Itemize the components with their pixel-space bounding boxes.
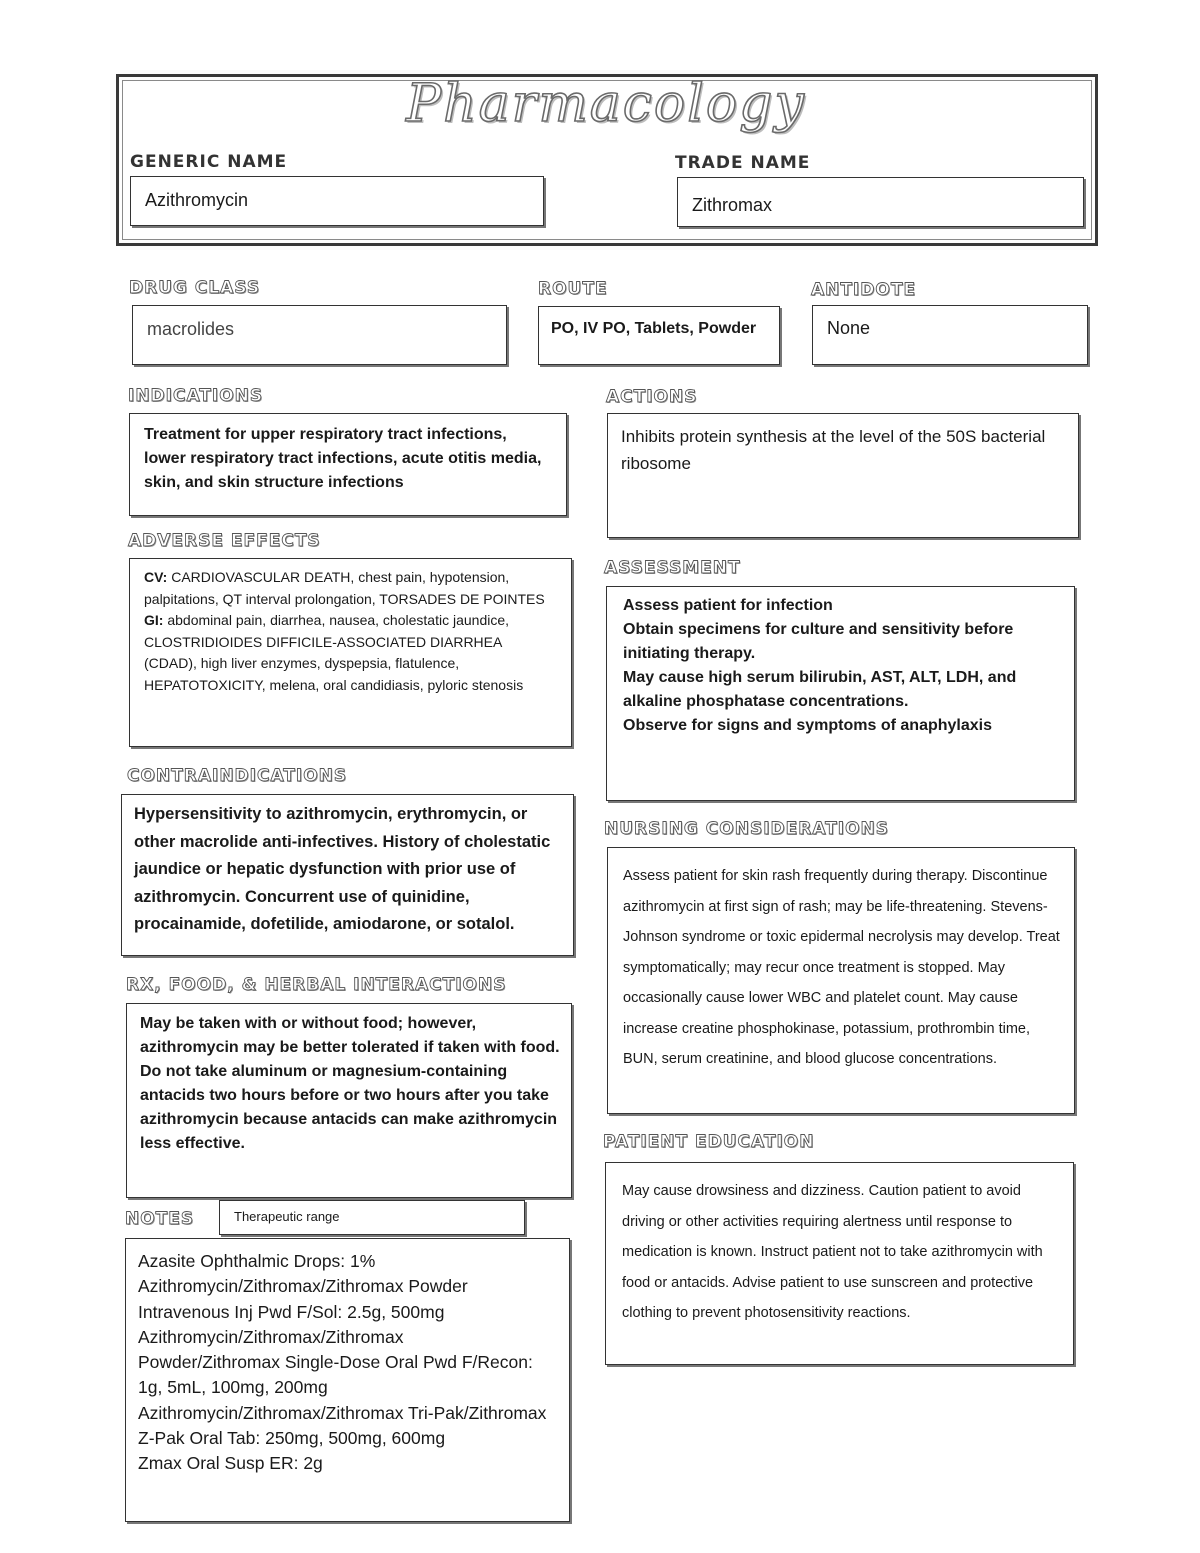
antidote-value: None bbox=[827, 318, 871, 338]
notes-line: Azithromycin/Zithromax/Zithromax Powder/Zithromax Single-Dose Oral Pwd F/Recon: 1g, 5mL, 100mg, 200mg bbox=[138, 1326, 533, 1398]
adverse-effects-label: ADVERSE EFFECTS bbox=[128, 531, 321, 551]
notes-line: Azithromycin/Zithromax/Zithromax Tri-Pak/Zithromax Z-Pak Oral Tab: 250mg, 500mg, 600mg bbox=[138, 1402, 547, 1449]
notes-line: Azasite Ophthalmic Drops: 1% bbox=[138, 1251, 376, 1271]
contraindications-text: Hypersensitivity to azithromycin, erythromycin, or other macrolide anti-infectives. History of cholestatic jaundice or hepatic dysfunction with prior use of azithromycin. Concurrent use of quinidine, procainamide, dofetilide, amiodarone, or sotalol. bbox=[134, 805, 551, 933]
notes-label: NOTES bbox=[125, 1209, 195, 1229]
nursing-considerations-box[interactable] bbox=[607, 847, 1075, 1114]
route-label: ROUTE bbox=[538, 279, 608, 299]
indications-label: INDICATIONS bbox=[128, 386, 264, 406]
nursing-considerations-label: NURSING CONSIDERATIONS bbox=[604, 819, 890, 839]
notes-line: Zmax Oral Susp ER: 2g bbox=[138, 1453, 323, 1474]
patient-education-box[interactable] bbox=[605, 1162, 1074, 1365]
adverse-cv bbox=[144, 567, 554, 610]
generic-name-value: Azithromycin bbox=[145, 190, 249, 210]
generic-name-label: GENERIC NAME bbox=[130, 152, 288, 172]
adverse-cv-text: CARDIOVASCULAR DEATH, chest pain, hypotension, palpitations, QT interval prolongation, TORSADES DE POINTES bbox=[144, 569, 545, 607]
interactions-text: May be taken with or without food; however, azithromycin may be better tolerated if taken with food. Do not take aluminum or magnesium-containing antacids two hours before or two hours after you take azithromycin because antacids can make azithromycin less effective. bbox=[140, 1015, 560, 1152]
assessment-content bbox=[623, 594, 1053, 738]
actions-label: ACTIONS bbox=[606, 387, 698, 407]
trade-name-value: Zithromax bbox=[692, 195, 773, 215]
therapeutic-range-field[interactable] bbox=[219, 1200, 525, 1235]
trade-name-field[interactable] bbox=[677, 177, 1084, 227]
adverse-effects-content bbox=[144, 567, 554, 696]
notes-box[interactable] bbox=[125, 1238, 570, 1522]
nursing-considerations-text: Assess patient for skin rash frequently during therapy. Discontinue azithromycin at first sign of rash; may be life-threatening. Stevens-Johnson syndrome or toxic epidermal necrolysis may develop. Treat symptomatically; may recur once treatment is stopped. May occasionally cause lower WBC and platelet count. May cause increase creatine phosphokinase, potassium, prothrombin time, BUN, serum creatinine, and blood glucose concentrations. bbox=[623, 868, 1060, 1067]
assessment-box[interactable] bbox=[606, 586, 1075, 801]
antidote-label: ANTIDOTE bbox=[811, 280, 917, 300]
antidote-field[interactable] bbox=[812, 305, 1088, 365]
therapeutic-range-label: Therapeutic range bbox=[234, 1209, 340, 1224]
patient-education-text: May cause drowsiness and dizziness. Caution patient to avoid driving or other activities requiring alertness until response to medication is known. Instruct patient not to take azithromycin with food or antacids. Advise patient to use sunscreen and protective clothing to prevent photosensitivity reactions. bbox=[622, 1183, 1043, 1321]
interactions-box[interactable] bbox=[126, 1003, 572, 1198]
assessment-line: May cause high serum bilirubin, AST, ALT, LDH, and alkaline phosphatase concentrations. bbox=[623, 669, 1017, 710]
route-value: PO, IV PO, Tablets, Powder bbox=[551, 320, 757, 337]
trade-name-label: TRADE NAME bbox=[675, 153, 811, 173]
patient-education-label: PATIENT EDUCATION bbox=[603, 1132, 815, 1152]
indications-text: Treatment for upper respiratory tract infections, lower respiratory tract infections, acute otitis media, skin, and skin structure infections bbox=[144, 426, 542, 491]
drug-class-value: macrolides bbox=[147, 319, 235, 339]
assessment-line: Assess patient for infection bbox=[623, 597, 833, 614]
adverse-gi-text: abdominal pain, diarrhea, nausea, cholestatic jaundice, CLOSTRIDIOIDES DIFFICILE-ASSOCIATED DIARRHEA (CDAD), high liver enzymes, dyspepsia, flatulence, HEPATOTOXICITY, melena, oral candidiasis, pyloric stenosis bbox=[144, 612, 524, 693]
route-field[interactable] bbox=[538, 306, 780, 365]
contraindications-label: CONTRAINDICATIONS bbox=[127, 766, 348, 786]
actions-text: Inhibits protein synthesis at the level of the 50S bacterial ribosome bbox=[621, 427, 1046, 473]
drug-class-label: DRUG CLASS bbox=[129, 278, 261, 298]
drug-class-field[interactable] bbox=[132, 305, 507, 365]
notes-content bbox=[138, 1249, 548, 1477]
generic-name-field[interactable] bbox=[130, 176, 544, 226]
adverse-gi-label: GI: bbox=[144, 612, 164, 628]
assessment-label: ASSESSMENT bbox=[604, 558, 741, 578]
indications-box[interactable] bbox=[129, 413, 567, 516]
contraindications-box[interactable] bbox=[121, 794, 574, 956]
adverse-cv-label: CV: bbox=[144, 569, 168, 585]
adverse-gi bbox=[144, 610, 554, 696]
assessment-line: Observe for signs and symptoms of anaphylaxis bbox=[623, 717, 992, 734]
adverse-effects-box[interactable] bbox=[129, 558, 572, 747]
notes-line: Azithromycin/Zithromax/Zithromax Powder Intravenous Inj Pwd F/Sol: 2.5g, 500mg bbox=[138, 1276, 468, 1322]
page-title: Pharmacology bbox=[406, 74, 806, 134]
assessment-line: Obtain specimens for culture and sensitivity before initiating therapy. bbox=[623, 621, 1014, 662]
interactions-label: RX, FOOD, & HERBAL INTERACTIONS bbox=[126, 975, 507, 995]
actions-box[interactable] bbox=[607, 413, 1079, 538]
